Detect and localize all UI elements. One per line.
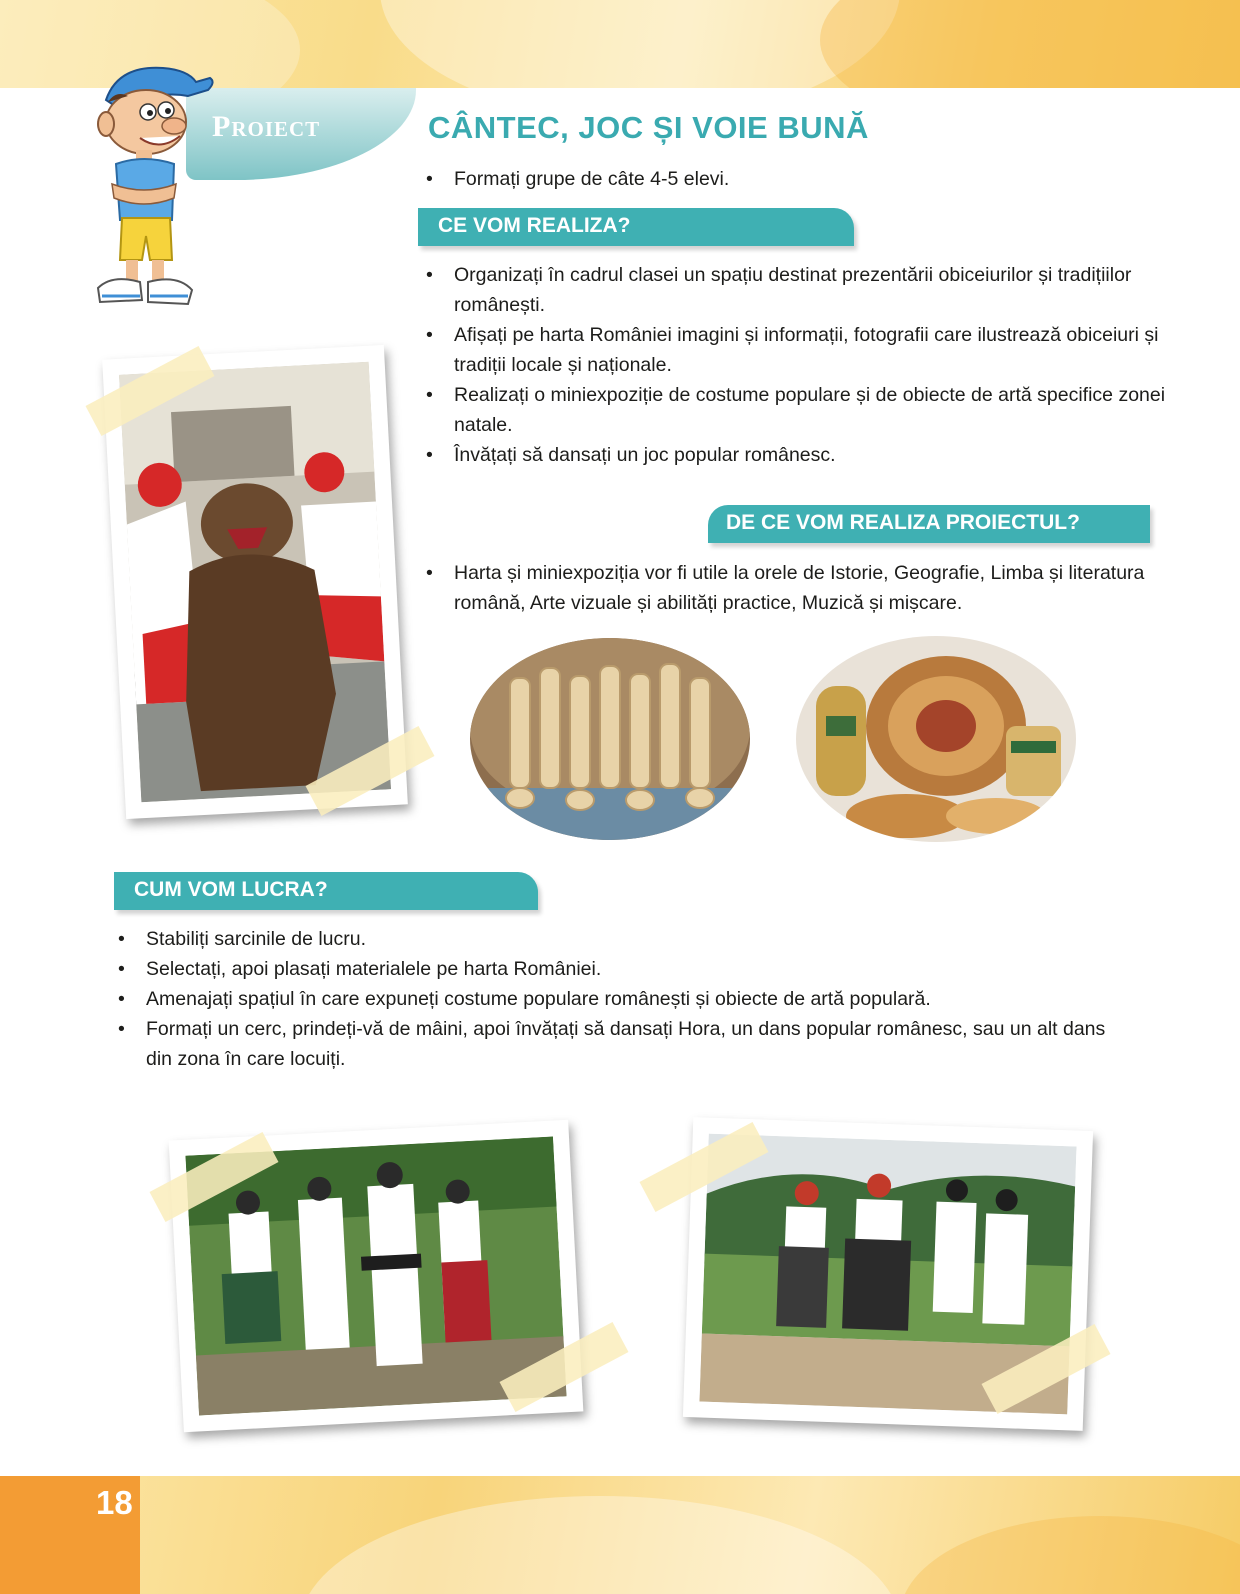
project-label: Proiect bbox=[212, 110, 321, 143]
list-item: • Formați un cerc, prindeți-vă de mâini, apoi învățați să dansați Hora, un dans popular românesc, sau un alt dans din zona în care locuiți. bbox=[116, 1014, 1126, 1074]
list-item: • Organizați în cadrul clasei un spațiu destinat prezentării obiceiurilor și tradițiilor românești. bbox=[424, 260, 1204, 320]
boy-mascot-illustration bbox=[88, 60, 218, 310]
photo-carved-spoons bbox=[470, 638, 750, 840]
list-item: • Învățați să dansați un joc popular românesc. bbox=[424, 440, 1204, 470]
section-heading-why: DE CE VOM REALIZA PROIECTUL? bbox=[708, 505, 1150, 543]
intro-list bbox=[424, 164, 1204, 194]
list-item: • Stabiliți sarcinile de lucru. bbox=[116, 924, 1126, 954]
list-item: • Harta și miniexpoziția vor fi utile la orele de Istorie, Geografie, Limba și literatura română, Arte vizuale și abilități practice, Muzică și mișcare. bbox=[424, 558, 1204, 618]
list-item: • Amenajați spațiul în care expuneți costume populare românești și obiecte de artă populară. bbox=[116, 984, 1126, 1014]
page-title: CÂNTEC, JOC ȘI VOIE BUNĂ bbox=[428, 110, 869, 145]
section-heading-how: CUM VOM LUCRA? bbox=[114, 872, 538, 910]
list-item: • Selectați, apoi plasați materialele pe harta României. bbox=[116, 954, 1126, 984]
photo-pottery bbox=[796, 636, 1076, 842]
bottom-decorative-band bbox=[0, 1476, 1240, 1594]
list-item: • Realizați o miniexpoziție de costume populare și de obiecte de artă specifice zonei natale. bbox=[424, 380, 1204, 440]
how-list bbox=[116, 924, 1126, 1074]
what-list bbox=[424, 260, 1204, 470]
list-item: • Formați grupe de câte 4-5 elevi. bbox=[424, 164, 1204, 194]
list-item: • Afișați pe harta României imagini și informații, fotografii care ilustrează obiceiuri și tradiții locale și naționale. bbox=[424, 320, 1204, 380]
photo-bear-dance bbox=[102, 345, 408, 819]
section-heading-what: CE VOM REALIZA? bbox=[418, 208, 854, 246]
why-list bbox=[424, 558, 1204, 618]
page-number: 18 bbox=[96, 1484, 133, 1521]
